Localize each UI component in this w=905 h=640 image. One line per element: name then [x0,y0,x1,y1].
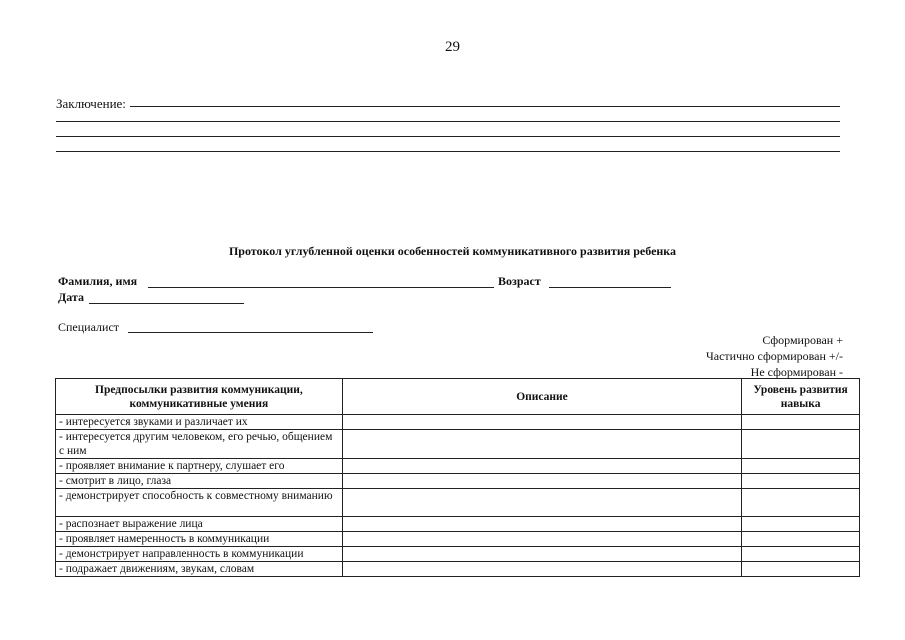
level-cell[interactable] [742,415,860,430]
skill-cell: - проявляет внимание к партнеру, слушает его [56,459,343,474]
conclusion-line-2 [56,121,840,122]
table-row [56,489,860,517]
level-cell[interactable] [742,547,860,562]
description-cell[interactable] [342,474,741,489]
legend-formed: Сформирован + [762,333,843,347]
description-cell[interactable] [342,415,741,430]
table-row [56,562,860,577]
name-field-line [148,287,494,288]
skill-cell: - демонстрирует способность к совместному вниманию [56,489,343,517]
skill-cell: - проявляет намеренность в коммуникации [56,532,343,547]
table-row [56,430,860,459]
level-cell[interactable] [742,459,860,474]
legend [706,332,843,380]
table-header-row [56,379,860,415]
description-cell[interactable] [342,430,741,459]
level-cell[interactable] [742,474,860,489]
specialist-label: Специалист [58,320,120,334]
table-row [56,474,860,489]
description-cell[interactable] [342,547,741,562]
legend-not-formed: Не сформирован - [750,365,843,379]
age-label: Возраст [498,274,541,288]
level-cell[interactable] [742,517,860,532]
age-field-line [549,287,671,288]
date-label: Дата [58,290,84,304]
header-prerequisites: Предпосылки развития коммуникации, коммуникативные умения [56,379,343,415]
description-cell[interactable] [342,489,741,517]
skill-cell: - смотрит в лицо, глаза [56,474,343,489]
header-description: Описание [342,379,741,415]
page-number: 29 [445,39,460,55]
skill-cell: - подражает движениям, звукам, словам [56,562,343,577]
description-cell[interactable] [342,562,741,577]
legend-partial: Частично сформирован +/- [705,349,843,363]
skill-cell: - интересуется звуками и различает их [56,415,343,430]
skill-cell: - распознает выражение лица [56,517,343,532]
name-label: Фамилия, имя [58,274,138,288]
level-cell[interactable] [742,532,860,547]
protocol-title: Протокол углубленной оценки особенностей коммуникативного развития ребенка [228,244,677,258]
description-cell[interactable] [342,459,741,474]
conclusion-label: Заключение: [56,96,126,111]
level-cell[interactable] [742,430,860,459]
protocol-table [55,378,860,577]
header-skill-level: Уровень развития навыка [742,379,860,415]
table-row [56,415,860,430]
table-row [56,547,860,562]
skill-cell: - демонстрирует направленность в коммуникации [56,547,343,562]
table-row [56,517,860,532]
date-field-line [89,303,244,304]
table-row [56,532,860,547]
level-cell[interactable] [742,489,860,517]
conclusion-line-1 [130,106,840,107]
skill-cell: - интересуется другим человеком, его речью, общением с ним [56,430,343,459]
specialist-field-line [128,332,373,333]
description-cell[interactable] [342,517,741,532]
level-cell[interactable] [742,562,860,577]
table-row [56,459,860,474]
description-cell[interactable] [342,532,741,547]
conclusion-line-4 [56,151,840,152]
conclusion-line-3 [56,136,840,137]
